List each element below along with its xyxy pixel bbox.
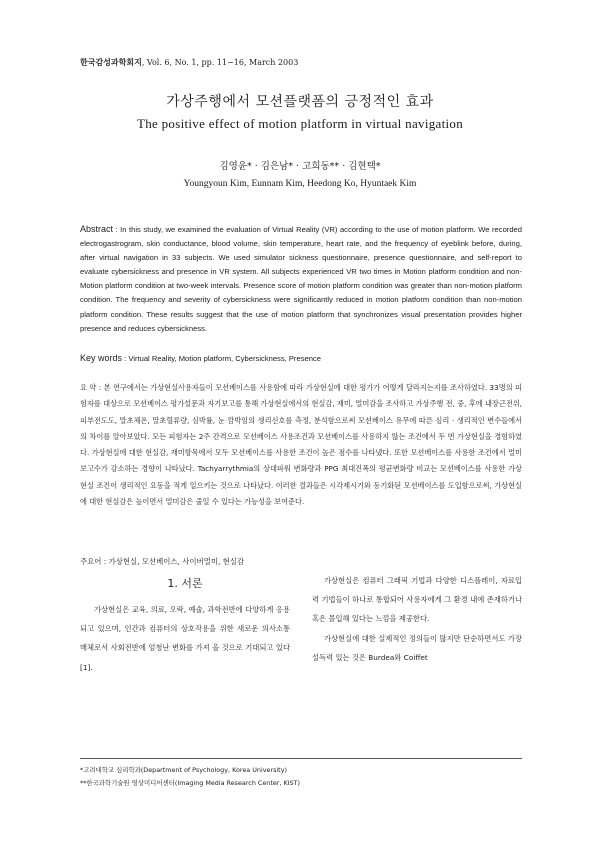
keywords-label: Key words	[80, 353, 123, 363]
footnote-affiliation-1: *고려대학교 심리학과(Department of Psychology, Korea University)	[80, 766, 287, 774]
abstract-text: : In this study, we examined the evaluation of Virtual Reality (VR) according to the use of motion platform. We recorded electrogastrogram, skin conductance, blood volume, skin temperature, heart rate, and the frequency of eyeblink before, during, after virtual navigation in 33 subjects. We used simulator sickness questionnaire, presence questionnaire, and self-report to evaluate cybersickness and presence in VR system. All subjects experienced VR two times in Motion platform condition and non-Motion platform condition at two-week intervals. Presence score of motion platform condition was greater than non-motion platform condition. The frequency and severity of cybersickness were significantly reduced in motion platform condition than non-motion platform condition. These results suggest that the use of motion platform that synchronizes visual presentation provides higher presence and reduces cybersickness.	[80, 225, 522, 333]
korean-abstract-label: 요 약 :	[80, 383, 102, 392]
korean-keywords-text: 가상현실, 모션베이스, 사이버멀미, 현실감	[106, 557, 245, 566]
korean-abstract-text: 본 연구에서는 가상현실사용자들이 모션베이스를 사용함에 따라 가상현실에 대한 평가가 어떻게 달라지는지를 조사하였다. 33명의 피험자를 대상으로 모션베이스 평가설문과 자기보고를 통해 가상현실에서의 현실감, 재미, 멀미감을 조사하고 가상주행 전, 중, 후에 내장근전위, 피부전도도, 말초체온, 말초혈류량, 심박률, 눈 깜박임의 생리신호를 측정, 분석함으로써 모션베이스 유무에 따른 심리 · 생리적인 변수들에서의 차이를 알아보았다. 모든 피험자는 2주 간격으로 모션베이스 사용조건과 모션베이스를 사용하지 않는 조건에서 두 번 가상현실을 경험하였다. 가상현실에 대한 현실감, 재미항목에서 모두 모션베이스를 사용한 조건이 높은 점수를 나타냈다. 또한 모션베이스를 사용한 조건에서 멀미보고수가 감소하는 경향이 나타났다. Tachyarrythmia의 상대파워 변화량과 PPG 최대진폭의 평균변화량 비교는 모션베이스를 사용한 가상현실 조건이 생리적인 요동을 적게 일으키는 것으로 나타났다. 이러한 결과들은 시각제시기와 동기화된 모션베이스를 도입함으로써, 가상현실에 대한 현실감은 높이면서 멀미감은 줄일 수 있다는 가능성을 보여준다.	[80, 383, 522, 507]
body-column-left: 가상현실은 교육, 의료, 오락, 예술, 과학전반에 다양하게 응용되고 있으며, 인간과 컴퓨터의 상호작용을 위한 새로운 의사소통 매체로서 사회전반에 엄청난 변화를 가져 올 것으로 기대되고 있다[1].	[80, 605, 290, 672]
authors-english: Youngyoun Kim, Eunnam Kim, Heedong Ko, Hyuntaek Kim	[183, 179, 417, 189]
korean-abstract	[80, 380, 522, 510]
body-column-right	[312, 571, 522, 667]
footnote-affiliation-2: **한국과학기술원 영상미디어센터(Imaging Media Research Center, KIST)	[80, 778, 301, 787]
journal-volume-info: , Vol. 6, No. 1, pp. 11−16, March 2003	[141, 58, 299, 67]
section-heading-introduction: 1. 서론	[167, 577, 203, 590]
authors-korean: 김영윤* · 김은남* · 고희동** · 김현택*	[219, 161, 381, 172]
journal-name: 한국감성과학회지	[80, 58, 142, 67]
abstract	[80, 222, 522, 336]
body-paragraph: 가상현실은 컴퓨터 그래픽 기법과 다양한 디스플레이, 자료입력 기법들이 하나로 통합되어 사용자에게 그 환경 내에 존재하거나 혹은 몰입해 있다는 느낌을 제공한다.	[312, 576, 522, 624]
keywords-text: : Virtual Reality, Motion platform, Cybersickness, Presence	[122, 354, 321, 363]
paper-title-english: The positive effect of motion platform in virtual navigation	[136, 116, 464, 131]
keywords	[80, 352, 522, 365]
body-paragraph: 가상현실에 대한 실제적인 정의들이 많지만 단순하면서도 가장 설득력 있는 것은 Burdea와 Coiffet	[312, 633, 522, 662]
korean-keywords	[80, 556, 522, 567]
journal-citation	[80, 57, 298, 68]
korean-keywords-label: 주요어 :	[80, 557, 107, 566]
footnote-divider	[80, 758, 522, 759]
footnotes	[80, 764, 522, 789]
paper-title-korean: 가상주행에서 모션플랫폼의 긍정적인 효과	[166, 94, 434, 110]
abstract-label: Abstract	[80, 224, 114, 234]
